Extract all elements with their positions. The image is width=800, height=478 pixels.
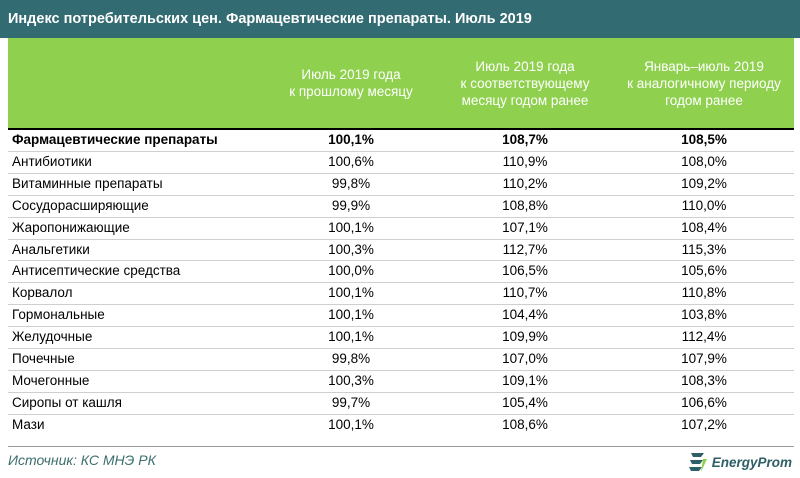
table-row	[8, 392, 794, 414]
row-label: Сиропы от кашля	[12, 394, 122, 410]
value-month: 100,1%	[328, 416, 374, 432]
value-year: 110,7%	[502, 285, 548, 301]
value-month: 99,7%	[331, 394, 371, 410]
value-month: 99,8%	[331, 175, 371, 191]
value-year: 108,6%	[502, 416, 548, 432]
value-month: 99,9%	[331, 197, 371, 213]
value-month: 100,1%	[328, 219, 374, 235]
table-title: Индекс потребительских цен. Фармацевтические препараты. Июль 2019	[0, 0, 800, 38]
row-label: Анальгетики	[12, 241, 90, 257]
row-label: Почечные	[12, 351, 75, 367]
table-row	[8, 173, 794, 195]
value-month: 100,1%	[328, 329, 374, 345]
value-period: 108,3%	[681, 372, 727, 388]
row-label: Витаминные препараты	[12, 175, 163, 191]
value-month: 100,0%	[328, 263, 374, 279]
value-month: 100,3%	[328, 372, 374, 388]
table-row	[8, 370, 794, 392]
table-row	[8, 304, 794, 326]
table-row	[8, 282, 794, 304]
table-row	[8, 348, 794, 370]
value-year: 110,2%	[502, 175, 548, 191]
value-year: 109,1%	[502, 372, 548, 388]
table-row	[8, 151, 794, 173]
value-year: 104,4%	[502, 307, 548, 323]
value-month: 100,3%	[328, 241, 374, 257]
lightning-logo-icon	[688, 451, 708, 473]
table-row	[8, 260, 794, 282]
value-period: 105,6%	[681, 263, 727, 279]
row-label: Антибиотики	[12, 154, 92, 169]
value-period: 107,9%	[681, 351, 727, 367]
value-year: 108,7%	[502, 132, 548, 147]
column-header-year: Июль 2019 года к соответствующему месяцу годом ранее	[460, 58, 590, 108]
value-period: 110,8%	[681, 285, 727, 301]
value-period: 110,0%	[681, 197, 727, 213]
table-row	[8, 239, 794, 261]
value-period: 108,5%	[681, 132, 727, 147]
source-note: Источник: КС МНЭ РК	[8, 452, 156, 468]
value-period: 107,2%	[681, 416, 727, 432]
value-month: 100,1%	[328, 285, 374, 301]
data-table	[8, 128, 794, 436]
table-row	[8, 128, 794, 151]
value-year: 110,9%	[502, 154, 548, 169]
value-period: 108,4%	[681, 219, 727, 235]
logo-text: EnergyProm	[711, 454, 792, 470]
row-label: Жаропонижающие	[12, 219, 130, 235]
table-bottom-rule	[8, 446, 794, 447]
value-period: 108,0%	[681, 154, 727, 169]
table-row	[8, 414, 794, 436]
row-label: Антисептические средства	[12, 263, 181, 279]
value-month: 100,6%	[328, 154, 374, 169]
value-year: 107,0%	[502, 351, 548, 367]
value-period: 103,8%	[681, 307, 727, 323]
value-year: 112,7%	[502, 241, 548, 257]
row-label: Сосудорасширяющие	[12, 197, 149, 213]
value-year: 105,4%	[502, 394, 548, 410]
value-year: 108,8%	[502, 197, 548, 213]
row-label: Мази	[12, 416, 45, 432]
row-label: Фармацевтические препараты	[12, 132, 218, 147]
table-row	[8, 217, 794, 239]
value-month: 100,1%	[328, 307, 374, 323]
table-row	[8, 195, 794, 217]
row-label: Мочегонные	[12, 372, 90, 388]
value-period: 109,2%	[681, 175, 727, 191]
row-label: Гормональные	[12, 307, 105, 323]
value-month: 100,1%	[328, 132, 374, 147]
column-header-month: Июль 2019 года к прошлому месяцу	[289, 67, 413, 99]
value-period: 115,3%	[681, 241, 727, 257]
column-header-band	[8, 38, 794, 128]
value-year: 107,1%	[502, 219, 548, 235]
table-row	[8, 326, 794, 348]
value-year: 106,5%	[502, 263, 548, 279]
row-label: Корвалол	[12, 285, 73, 301]
value-month: 99,8%	[331, 351, 371, 367]
energyprom-logo	[688, 450, 792, 474]
value-year: 109,9%	[502, 329, 548, 345]
row-label: Желудочные	[12, 329, 93, 345]
value-period: 106,6%	[681, 394, 727, 410]
value-period: 112,4%	[681, 329, 727, 345]
column-header-period: Январь–июль 2019 к аналогичному периоду годом ранее	[627, 58, 781, 108]
